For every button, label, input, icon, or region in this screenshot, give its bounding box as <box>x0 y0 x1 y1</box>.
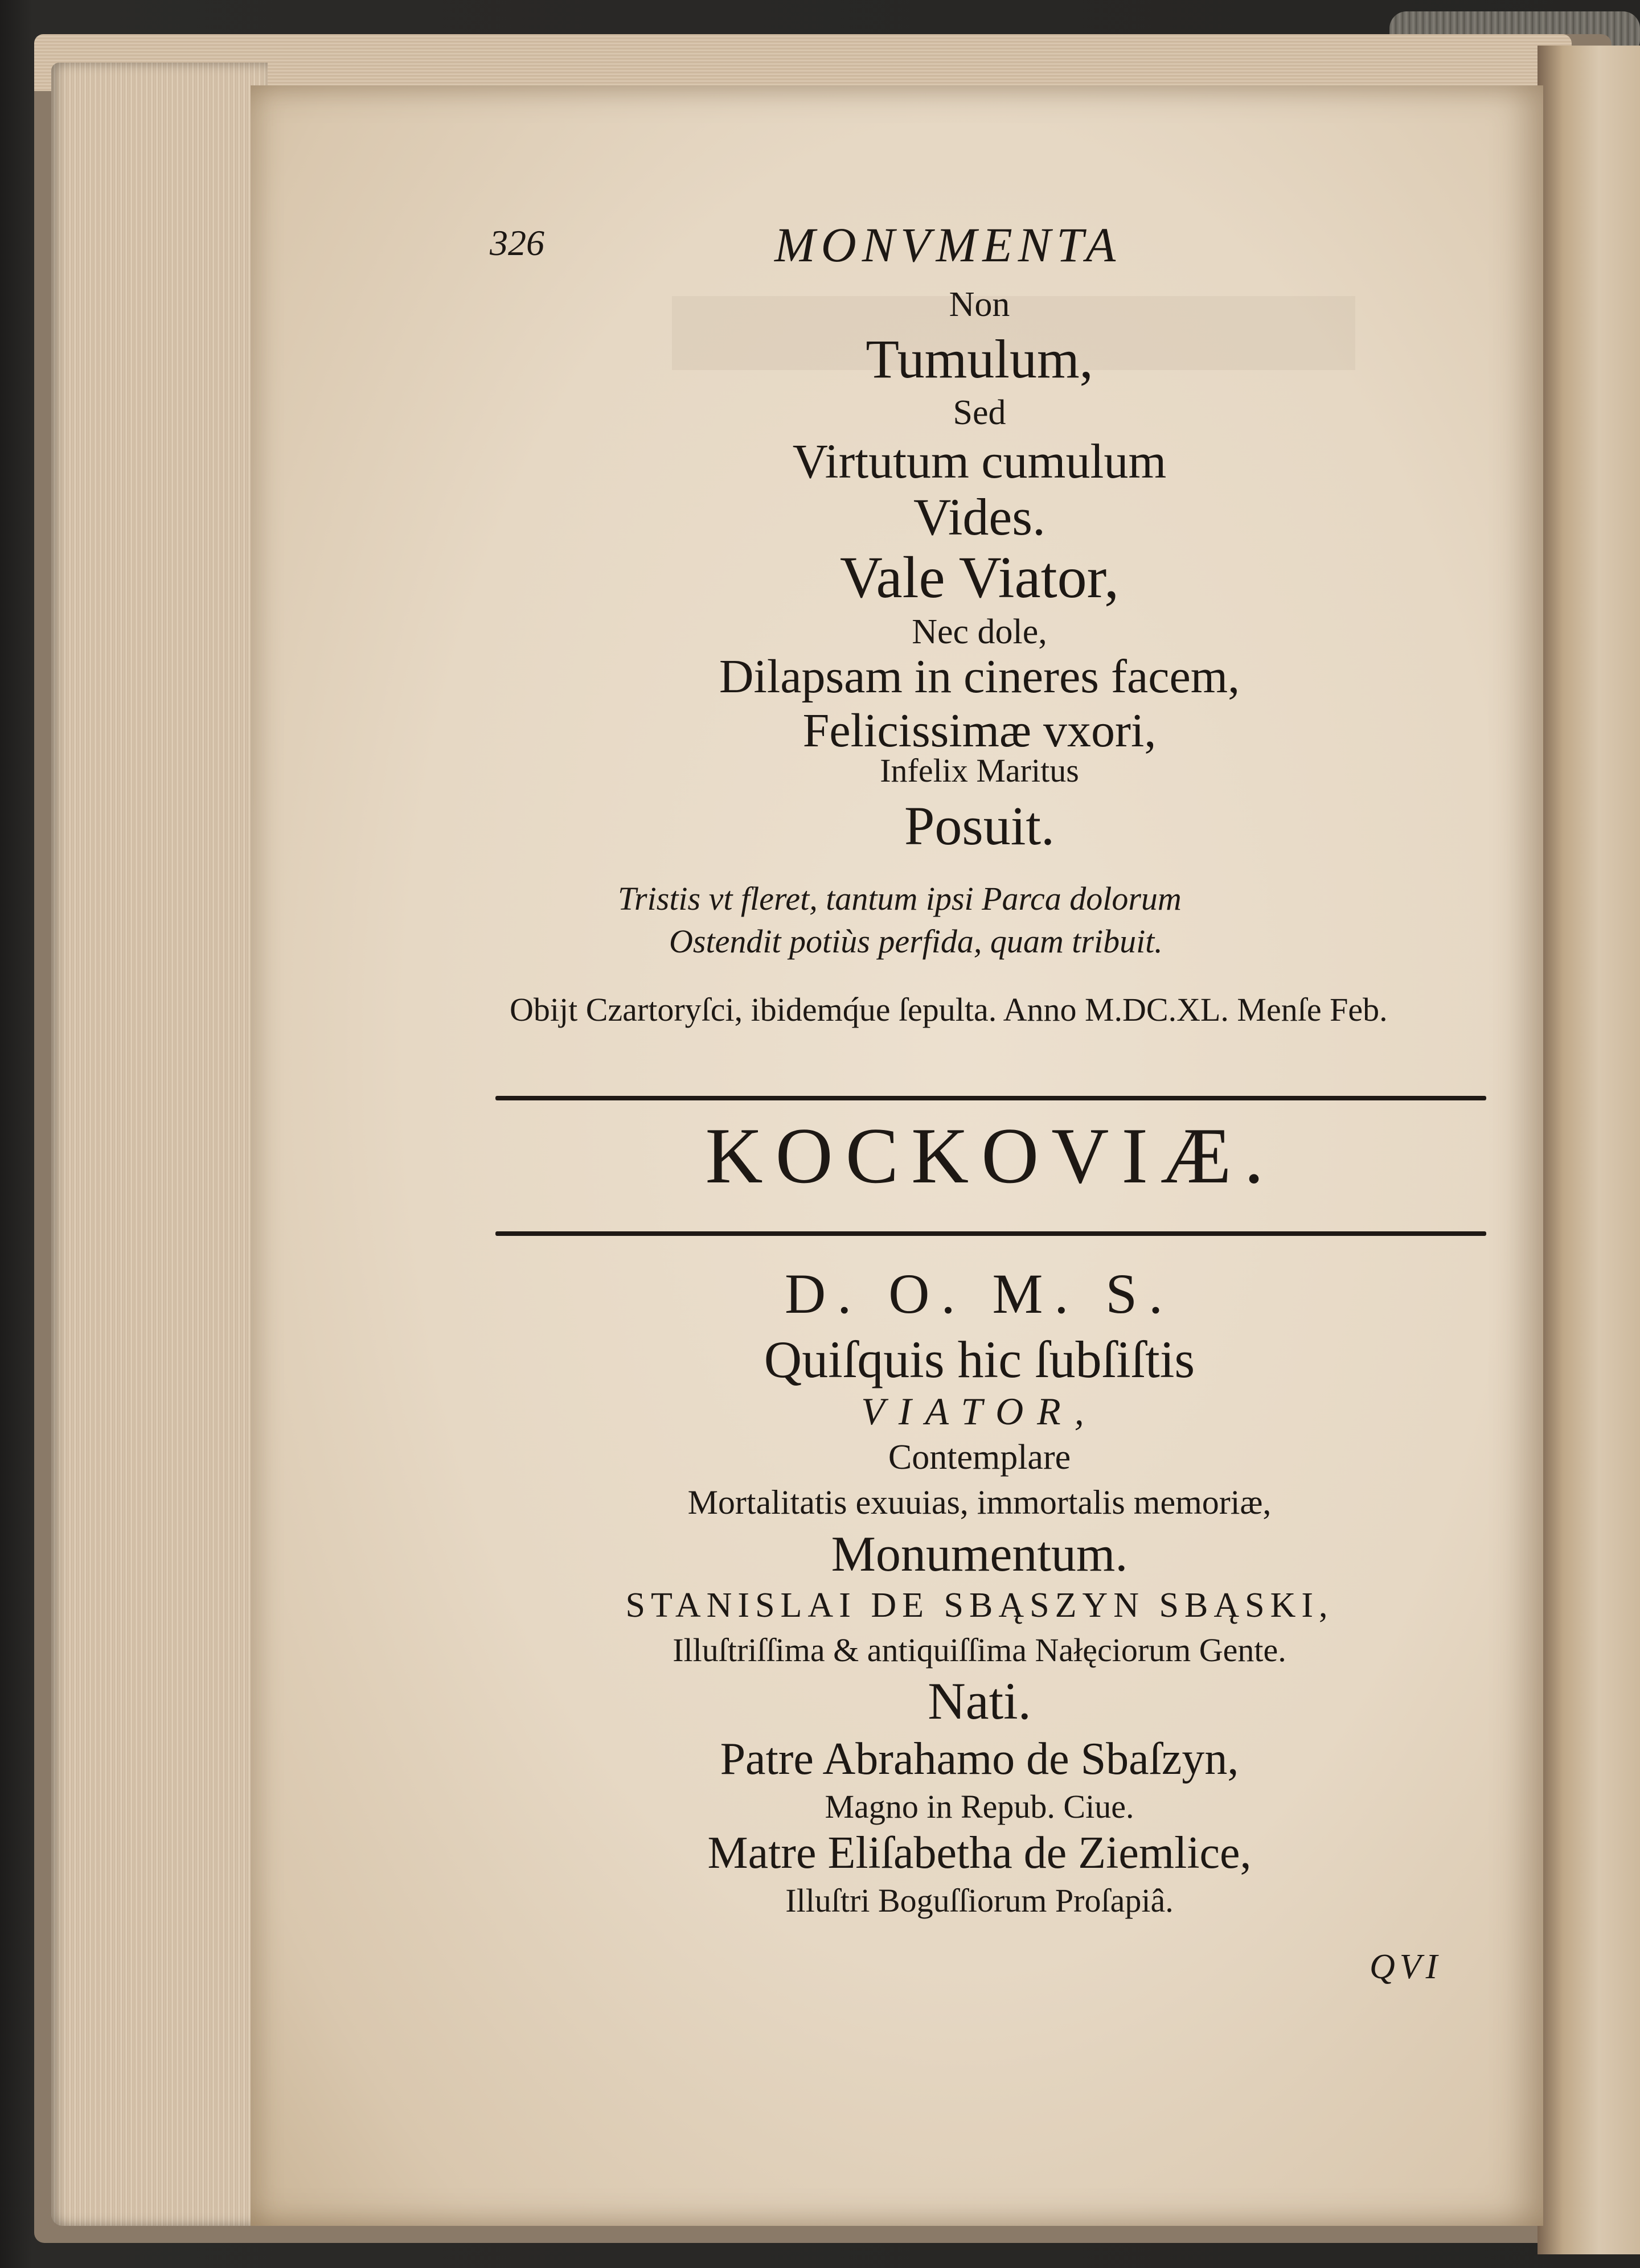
page-side-edges <box>51 63 268 2226</box>
epitaph-line: Illuſtri Boguſſiorum Proſapiâ. <box>785 1882 1174 1919</box>
epitaph-line: VIATOR, <box>861 1390 1098 1433</box>
page-number: 326 <box>490 223 544 263</box>
section-heading: KOCKOVIÆ. <box>705 1112 1277 1200</box>
verse-line: Tristis vt fleret, tantum ipsi Parca dolorum <box>618 880 1182 917</box>
epitaph-line: Monumentum. <box>831 1527 1128 1582</box>
death-note: Obijt Czartoryſci, ibidemq́ue ſepulta. Anno M.DC.XL. Menſe Feb. <box>510 991 1388 1028</box>
epitaph-line: D. O. M. S. <box>785 1262 1174 1325</box>
epitaph-line: Illuſtriſſima & antiquiſſima Nałęciorum Gente. <box>673 1632 1286 1669</box>
catchword: QVI <box>1370 1947 1442 1986</box>
epitaph-line: Magno in Repub. Ciue. <box>825 1788 1134 1825</box>
epitaph-line: Dilapsam in cineres facem, <box>719 650 1240 703</box>
epitaph-line: Infelix Maritus <box>880 752 1079 789</box>
epitaph-line: Matre Eliſabetha de Ziemlice, <box>707 1828 1252 1878</box>
running-head: MONVMENTA <box>774 217 1122 272</box>
epitaph-line: Felicissimæ vxori, <box>802 704 1157 757</box>
verse-line: Ostendit potiùs perfida, quam tribuit. <box>669 923 1163 960</box>
epitaph-line: Contemplare <box>888 1438 1071 1477</box>
epitaph-line: Nec dole, <box>912 613 1047 651</box>
epitaph-line: Posuit. <box>904 795 1055 856</box>
rule-top <box>495 1096 1486 1100</box>
epitaph-line: Virtutum cumulum <box>792 434 1167 488</box>
epitaph-line: Quiſquis hic ſubſiſtis <box>764 1330 1195 1388</box>
epitaph-line: Nati. <box>928 1672 1031 1730</box>
epitaph-line: Tumulum, <box>866 328 1093 389</box>
epitaph-line: Vides. <box>913 488 1046 546</box>
epitaph-line: STANISLAI DE SBĄSZYN SBĄSKI, <box>625 1586 1334 1625</box>
facing-page-edge <box>1538 46 1640 2254</box>
rule-bottom <box>495 1231 1486 1236</box>
epitaph-line: Sed <box>953 393 1006 432</box>
epitaph-line: Patre Abrahamo de Sbaſzyn, <box>720 1734 1239 1784</box>
epitaph-line: Mortalitatis exuuias, immortalis memoriæ, <box>687 1484 1272 1521</box>
epitaph-line: Non <box>949 285 1010 324</box>
epitaph-line: Vale Viator, <box>839 545 1120 610</box>
